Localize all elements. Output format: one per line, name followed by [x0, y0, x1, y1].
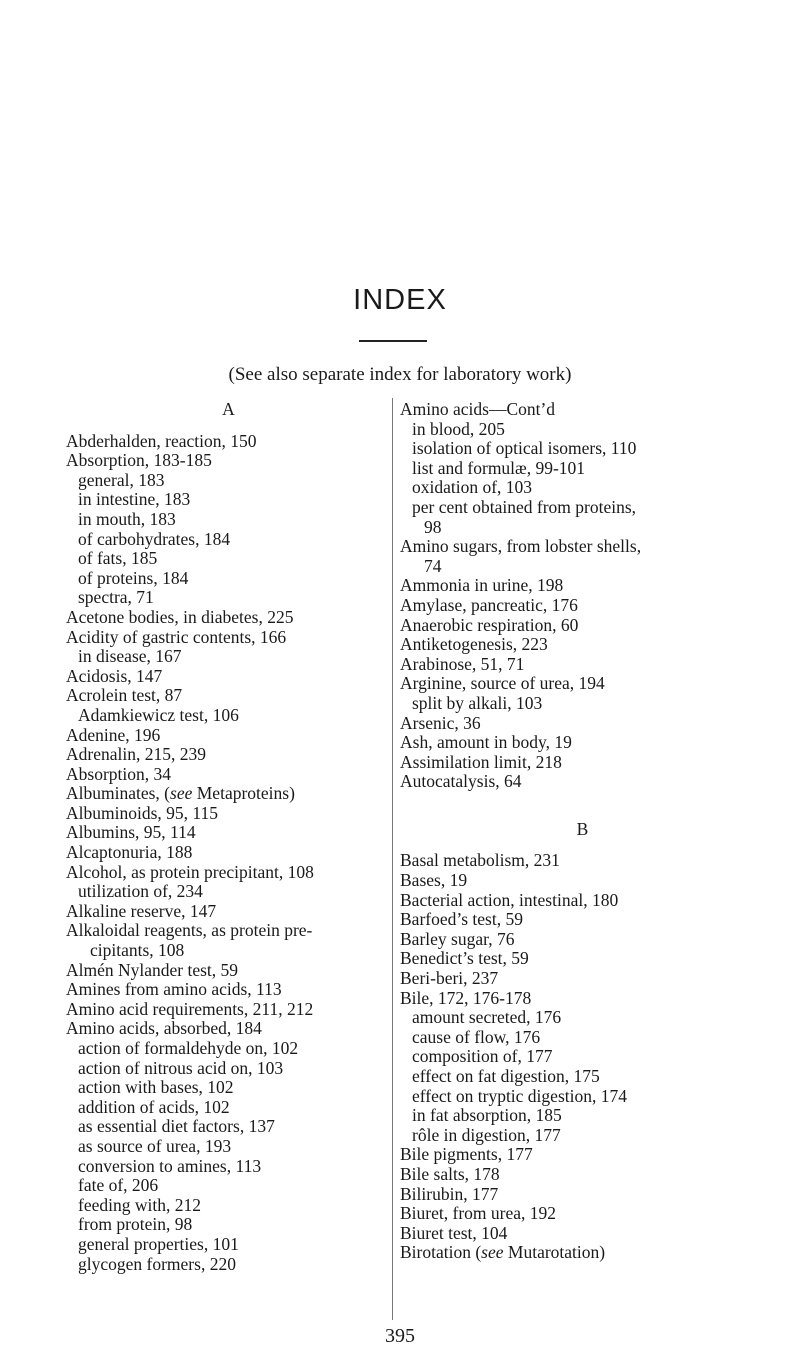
index-subentry: Adamkiewicz test, 106: [78, 704, 239, 725]
index-entry: Almén Nylander test, 59: [66, 959, 239, 980]
index-entry: Amino sugars, from lobster shells,: [400, 536, 642, 557]
index-subentry: from protein, 98: [78, 1214, 193, 1235]
index-subentry: glycogen formers, 220: [78, 1253, 236, 1274]
index-subentry: general properties, 101: [78, 1233, 239, 1254]
index-subentry: effect on tryptic digestion, 174: [412, 1085, 627, 1106]
index-entry: Amino acids—Cont’d: [400, 399, 556, 419]
index-entry: Abderhalden, reaction, 150: [66, 430, 257, 451]
index-subentry: in intestine, 183: [78, 489, 191, 510]
index-entry: Bases, 19: [400, 870, 468, 891]
index-entry: Acetone bodies, in diabetes, 225: [66, 606, 294, 627]
index-subentry: action of formaldehyde on, 102: [78, 1038, 299, 1058]
index-entry: Absorption, 183-185: [66, 450, 212, 471]
index-entry: Ammonia in urine, 198: [400, 575, 564, 596]
index-entry: Alcaptonuria, 188: [66, 842, 193, 863]
index-subentry: split by alkali, 103: [412, 692, 543, 713]
index-entry: Amines from amino acids, 113: [66, 979, 282, 1000]
title-rule: [359, 340, 427, 342]
index-subentry: in mouth, 183: [78, 508, 176, 529]
page-number: 395: [385, 1325, 415, 1347]
index-subentry: in blood, 205: [412, 418, 505, 439]
index-entry: Amylase, pancreatic, 176: [400, 594, 578, 615]
page-title: INDEX: [353, 284, 447, 316]
index-entry: Barfoed’s test, 59: [400, 909, 523, 930]
index-entry: Arsenic, 36: [400, 712, 481, 733]
index-column-left: [66, 400, 391, 1274]
index-entry: Alkaline reserve, 147: [66, 900, 217, 921]
index-entry: Adrenalin, 215, 239: [66, 744, 206, 765]
index-subentry: as essential diet factors, 137: [78, 1116, 275, 1137]
index-entry: Bile, 172, 176-178: [400, 987, 532, 1008]
index-subentry: of proteins, 184: [78, 567, 189, 588]
section-letter: B: [576, 818, 589, 839]
index-entry: Albuminoids, 95, 115: [66, 802, 218, 823]
index-entry: Acidity of gastric contents, 166: [66, 626, 287, 647]
index-column-right: [400, 400, 765, 1263]
index-subentry: addition of acids, 102: [78, 1096, 230, 1117]
index-entry: Biuret test, 104: [400, 1222, 508, 1243]
index-subentry: of fats, 185: [78, 548, 158, 569]
index-subentry: of carbohydrates, 184: [78, 528, 231, 549]
index-subentry: cause of flow, 176: [412, 1026, 541, 1047]
index-subentry: spectra, 71: [78, 587, 154, 608]
index-entry: Albuminates, (see Metaproteins): [66, 783, 295, 804]
index-entry: Acrolein test, 87: [66, 685, 183, 706]
index-subentry: oxidation of, 103: [412, 477, 533, 498]
index-subentry: cipitants, 108: [90, 940, 185, 961]
index-subentry: utilization of, 234: [78, 881, 203, 902]
index-subentry: 98: [424, 516, 442, 537]
index-entry: Alkaloidal reagents, as protein pre-: [66, 920, 313, 941]
index-entry: Beri-beri, 237: [400, 968, 499, 989]
index-entry: Amino acid requirements, 211, 212: [66, 998, 314, 1019]
index-entry: Ash, amount in body, 19: [400, 732, 572, 753]
index-entry: Barley sugar, 76: [400, 928, 515, 949]
index-subentry: fate of, 206: [78, 1175, 159, 1196]
index-subentry: conversion to amines, 113: [78, 1155, 262, 1176]
index-subentry: general, 183: [78, 469, 165, 490]
column-divider: [392, 398, 393, 1320]
section-letter: A: [222, 399, 235, 419]
index-subentry: per cent obtained from proteins,: [412, 496, 637, 517]
index-subentry: composition of, 177: [412, 1046, 553, 1067]
index-entry: Absorption, 34: [66, 763, 171, 784]
index-subentry: in disease, 167: [78, 646, 182, 667]
index-subentry: list and formulæ, 99-101: [412, 457, 586, 478]
index-entry: Albumins, 95, 114: [66, 822, 196, 843]
index-entry: Arabinose, 51, 71: [400, 653, 525, 674]
index-subentry: action of nitrous acid on, 103: [78, 1057, 284, 1078]
index-subentry: action with bases, 102: [78, 1077, 234, 1098]
index-subentry: as source of urea, 193: [78, 1135, 232, 1156]
index-entry: Bile pigments, 177: [400, 1144, 533, 1165]
index-entry: Assimilation limit, 218: [400, 751, 562, 772]
index-entry: Adenine, 196: [66, 724, 161, 745]
page-subtitle: (See also separate index for laboratory work): [228, 364, 572, 385]
index-entry: Benedict’s test, 59: [400, 948, 529, 969]
index-entry: Bacterial action, intestinal, 180: [400, 889, 619, 910]
index-subentry: isolation of optical isomers, 110: [412, 438, 637, 459]
index-entry: Birotation (see Mutarotation): [400, 1242, 606, 1263]
index-entry: Biuret, from urea, 192: [400, 1203, 556, 1224]
index-entry: Acidosis, 147: [66, 665, 163, 686]
index-entry: Amino acids, absorbed, 184: [66, 1018, 262, 1039]
index-subentry: 74: [424, 555, 442, 576]
index-subentry: rôle in digestion, 177: [412, 1124, 561, 1145]
index-subentry: in fat absorption, 185: [412, 1105, 562, 1126]
index-entry: Basal metabolism, 231: [400, 850, 560, 871]
index-entry: Anaerobic respiration, 60: [400, 614, 579, 635]
index-subentry: amount secreted, 176: [412, 1007, 562, 1028]
index-entry: Arginine, source of urea, 194: [400, 673, 605, 694]
index-entry: Autocatalysis, 64: [400, 771, 522, 792]
index-entry: Bilirubin, 177: [400, 1183, 499, 1204]
index-entry: Antiketogenesis, 223: [400, 634, 548, 655]
index-subentry: feeding with, 212: [78, 1194, 201, 1215]
index-entry: Bile salts, 178: [400, 1163, 500, 1184]
index-entry: Alcohol, as protein precipitant, 108: [66, 861, 314, 882]
index-subentry: effect on fat digestion, 175: [412, 1066, 600, 1086]
